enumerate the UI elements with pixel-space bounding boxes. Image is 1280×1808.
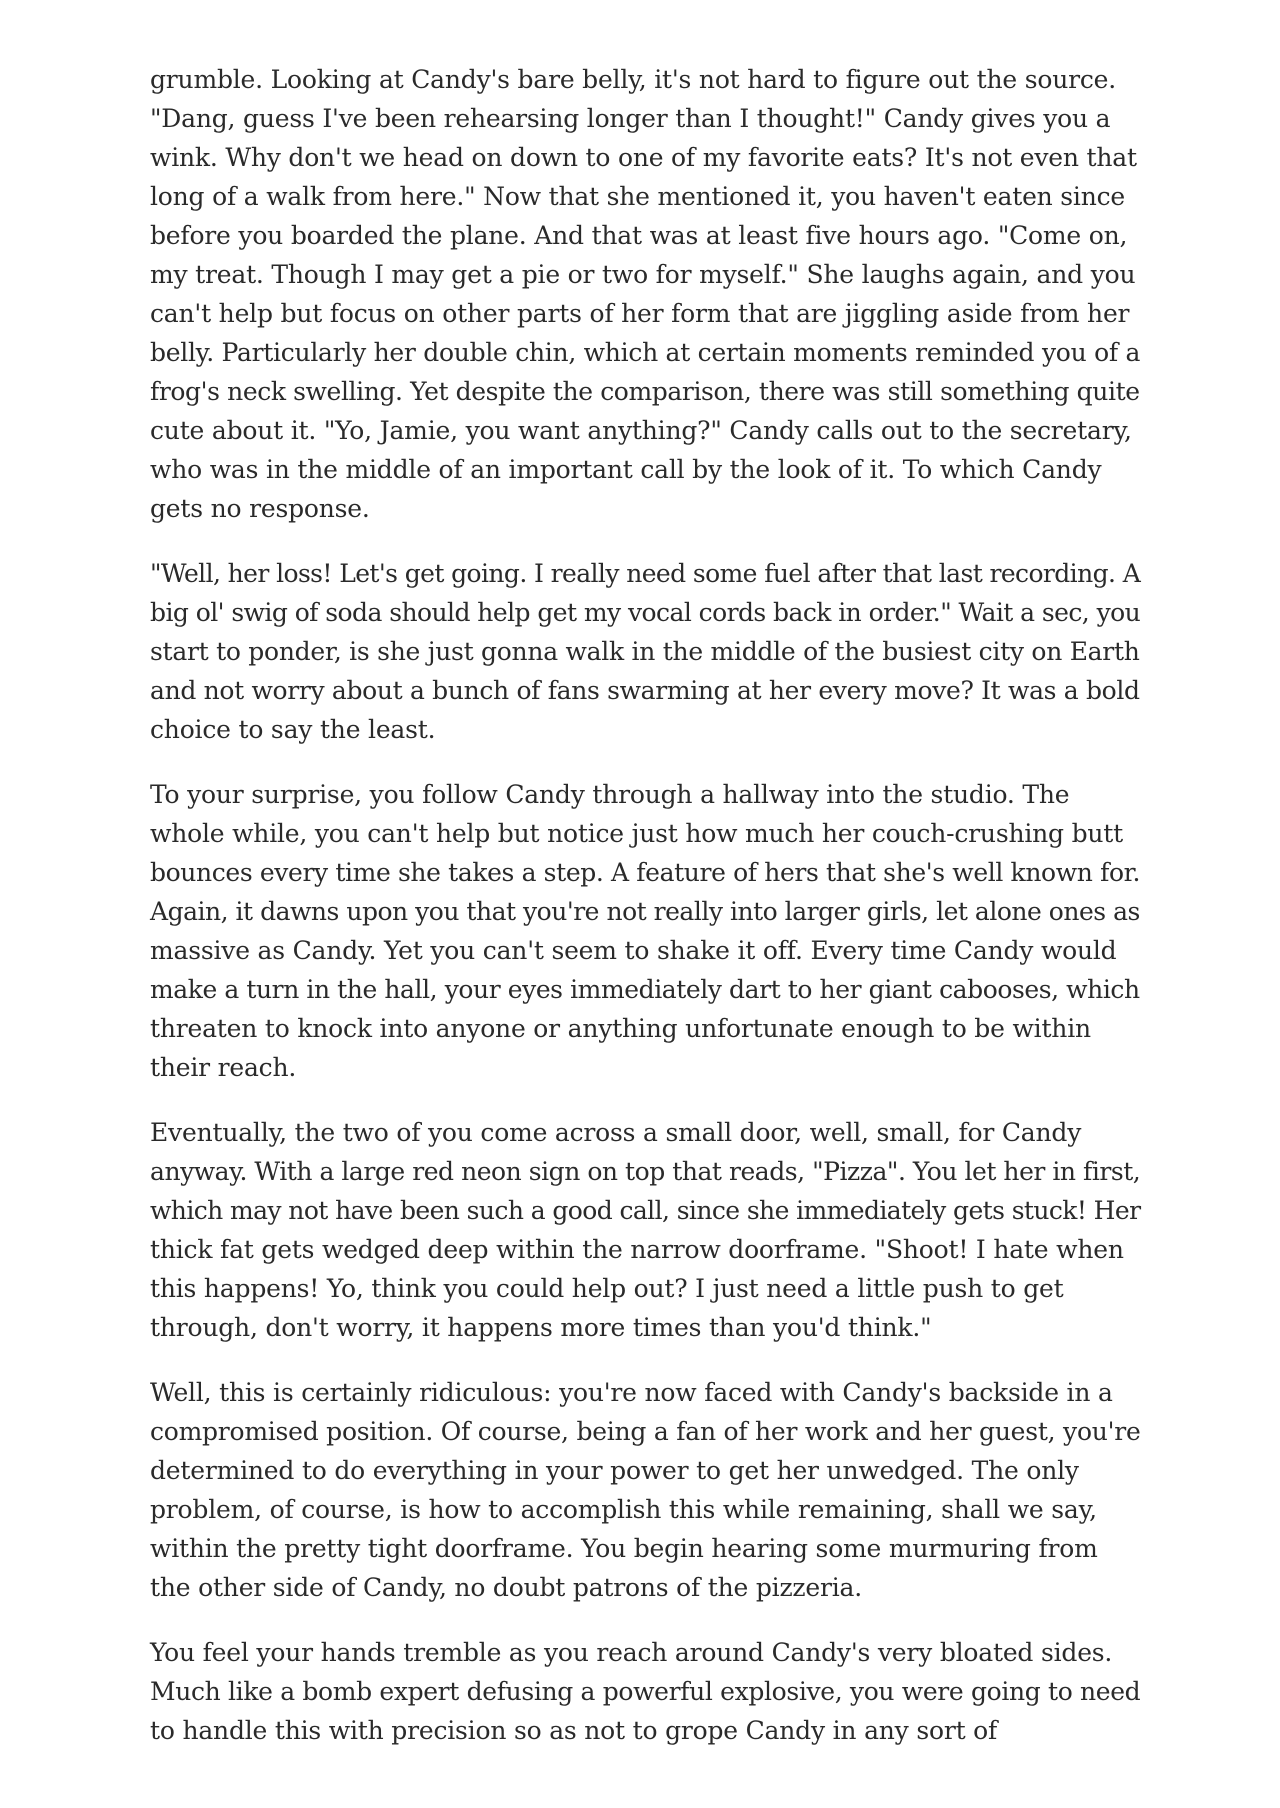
text-line: compromised position. Of course, being a fan of her work and her guest, you're (150, 1417, 1141, 1446)
text-line: Well, this is certainly ridiculous: you're now faced with Candy's backside in a (150, 1378, 1113, 1407)
text-line: start to ponder, is she just gonna walk in the middle of the busiest city on Earth (150, 637, 1140, 666)
text-line: wink. Why don't we head on down to one of my favorite eats? It's not even that (150, 143, 1137, 172)
text-line: whole while, you can't help but notice just how much her couch-crushing butt (150, 819, 1123, 848)
text-line: thick fat gets wedged deep within the narrow doorframe. "Shoot! I hate when (150, 1235, 1124, 1264)
paragraph-1 (150, 60, 1140, 528)
text-line: through, don't worry, it happens more times than you'd think." (150, 1313, 932, 1342)
paragraph-5 (150, 1373, 1140, 1607)
text-line: my treat. Though I may get a pie or two for myself." She laughs again, and you (150, 260, 1136, 289)
text-line: grumble. Looking at Candy's bare belly, it's not hard to figure out the source. (150, 65, 1116, 94)
text-line: To your surprise, you follow Candy through a hallway into the studio. The (150, 780, 1070, 809)
paragraph-6 (150, 1633, 1140, 1750)
text-line: big ol' swig of soda should help get my vocal cords back in order." Wait a sec, you (150, 598, 1141, 627)
text-line: massive as Candy. Yet you can't seem to shake it off. Every time Candy would (150, 936, 1117, 965)
text-line: anyway. With a large red neon sign on top that reads, "Pizza". You let her in first, (150, 1157, 1141, 1186)
paragraph-3 (150, 775, 1140, 1087)
text-line: can't help but focus on other parts of her form that are jiggling aside from her (150, 299, 1130, 328)
text-line: Much like a bomb expert defusing a powerful explosive, you were going to need (150, 1677, 1141, 1706)
text-line: their reach. (150, 1053, 297, 1082)
text-line: choice to say the least. (150, 715, 436, 744)
text-line: frog's neck swelling. Yet despite the comparison, there was still something quite (150, 377, 1140, 406)
text-line: who was in the middle of an important call by the look of it. To which Candy (150, 455, 1102, 484)
article-body (150, 60, 1140, 1776)
text-line: gets no response. (150, 494, 370, 523)
paragraph-2 (150, 554, 1140, 749)
text-line: to handle this with precision so as not to grope Candy in any sort of (150, 1716, 998, 1745)
text-line: before you boarded the plane. And that was at least five hours ago. "Come on, (150, 221, 1128, 250)
text-line: "Well, her loss! Let's get going. I really need some fuel after that last recording. A (150, 559, 1141, 588)
text-line: determined to do everything in your power to get her unwedged. The only (150, 1456, 1079, 1485)
text-line: Eventually, the two of you come across a small door, well, small, for Candy (150, 1118, 1082, 1147)
text-line: "Dang, guess I've been rehearsing longer than I thought!" Candy gives you a (150, 104, 1111, 133)
text-line: and not worry about a bunch of fans swarming at her every move? It was a bold (150, 676, 1140, 705)
text-line: bounces every time she takes a step. A feature of hers that she's well known for. (150, 858, 1141, 887)
text-line: belly. Particularly her double chin, which at certain moments reminded you of a (150, 338, 1141, 367)
text-line: the other side of Candy, no doubt patrons of the pizzeria. (150, 1573, 862, 1602)
paragraph-4 (150, 1113, 1140, 1347)
text-line: You feel your hands tremble as you reach around Candy's very bloated sides. (150, 1638, 1113, 1667)
text-line: long of a walk from here." Now that she mentioned it, you haven't eaten since (150, 182, 1126, 211)
text-line: Again, it dawns upon you that you're not really into larger girls, let alone ones as (150, 897, 1140, 926)
text-line: cute about it. "Yo, Jamie, you want anything?" Candy calls out to the secretary, (150, 416, 1132, 445)
text-line: threaten to knock into anyone or anything unfortunate enough to be within (150, 1014, 1091, 1043)
text-line: which may not have been such a good call, since she immediately gets stuck! Her (150, 1196, 1141, 1225)
text-line: make a turn in the hall, your eyes immediately dart to her giant cabooses, which (150, 975, 1140, 1004)
text-line: problem, of course, is how to accomplish this while remaining, shall we say, (150, 1495, 1097, 1524)
text-line: this happens! Yo, think you could help out? I just need a little push to get (150, 1274, 1064, 1303)
text-line: within the pretty tight doorframe. You begin hearing some murmuring from (150, 1534, 1098, 1563)
